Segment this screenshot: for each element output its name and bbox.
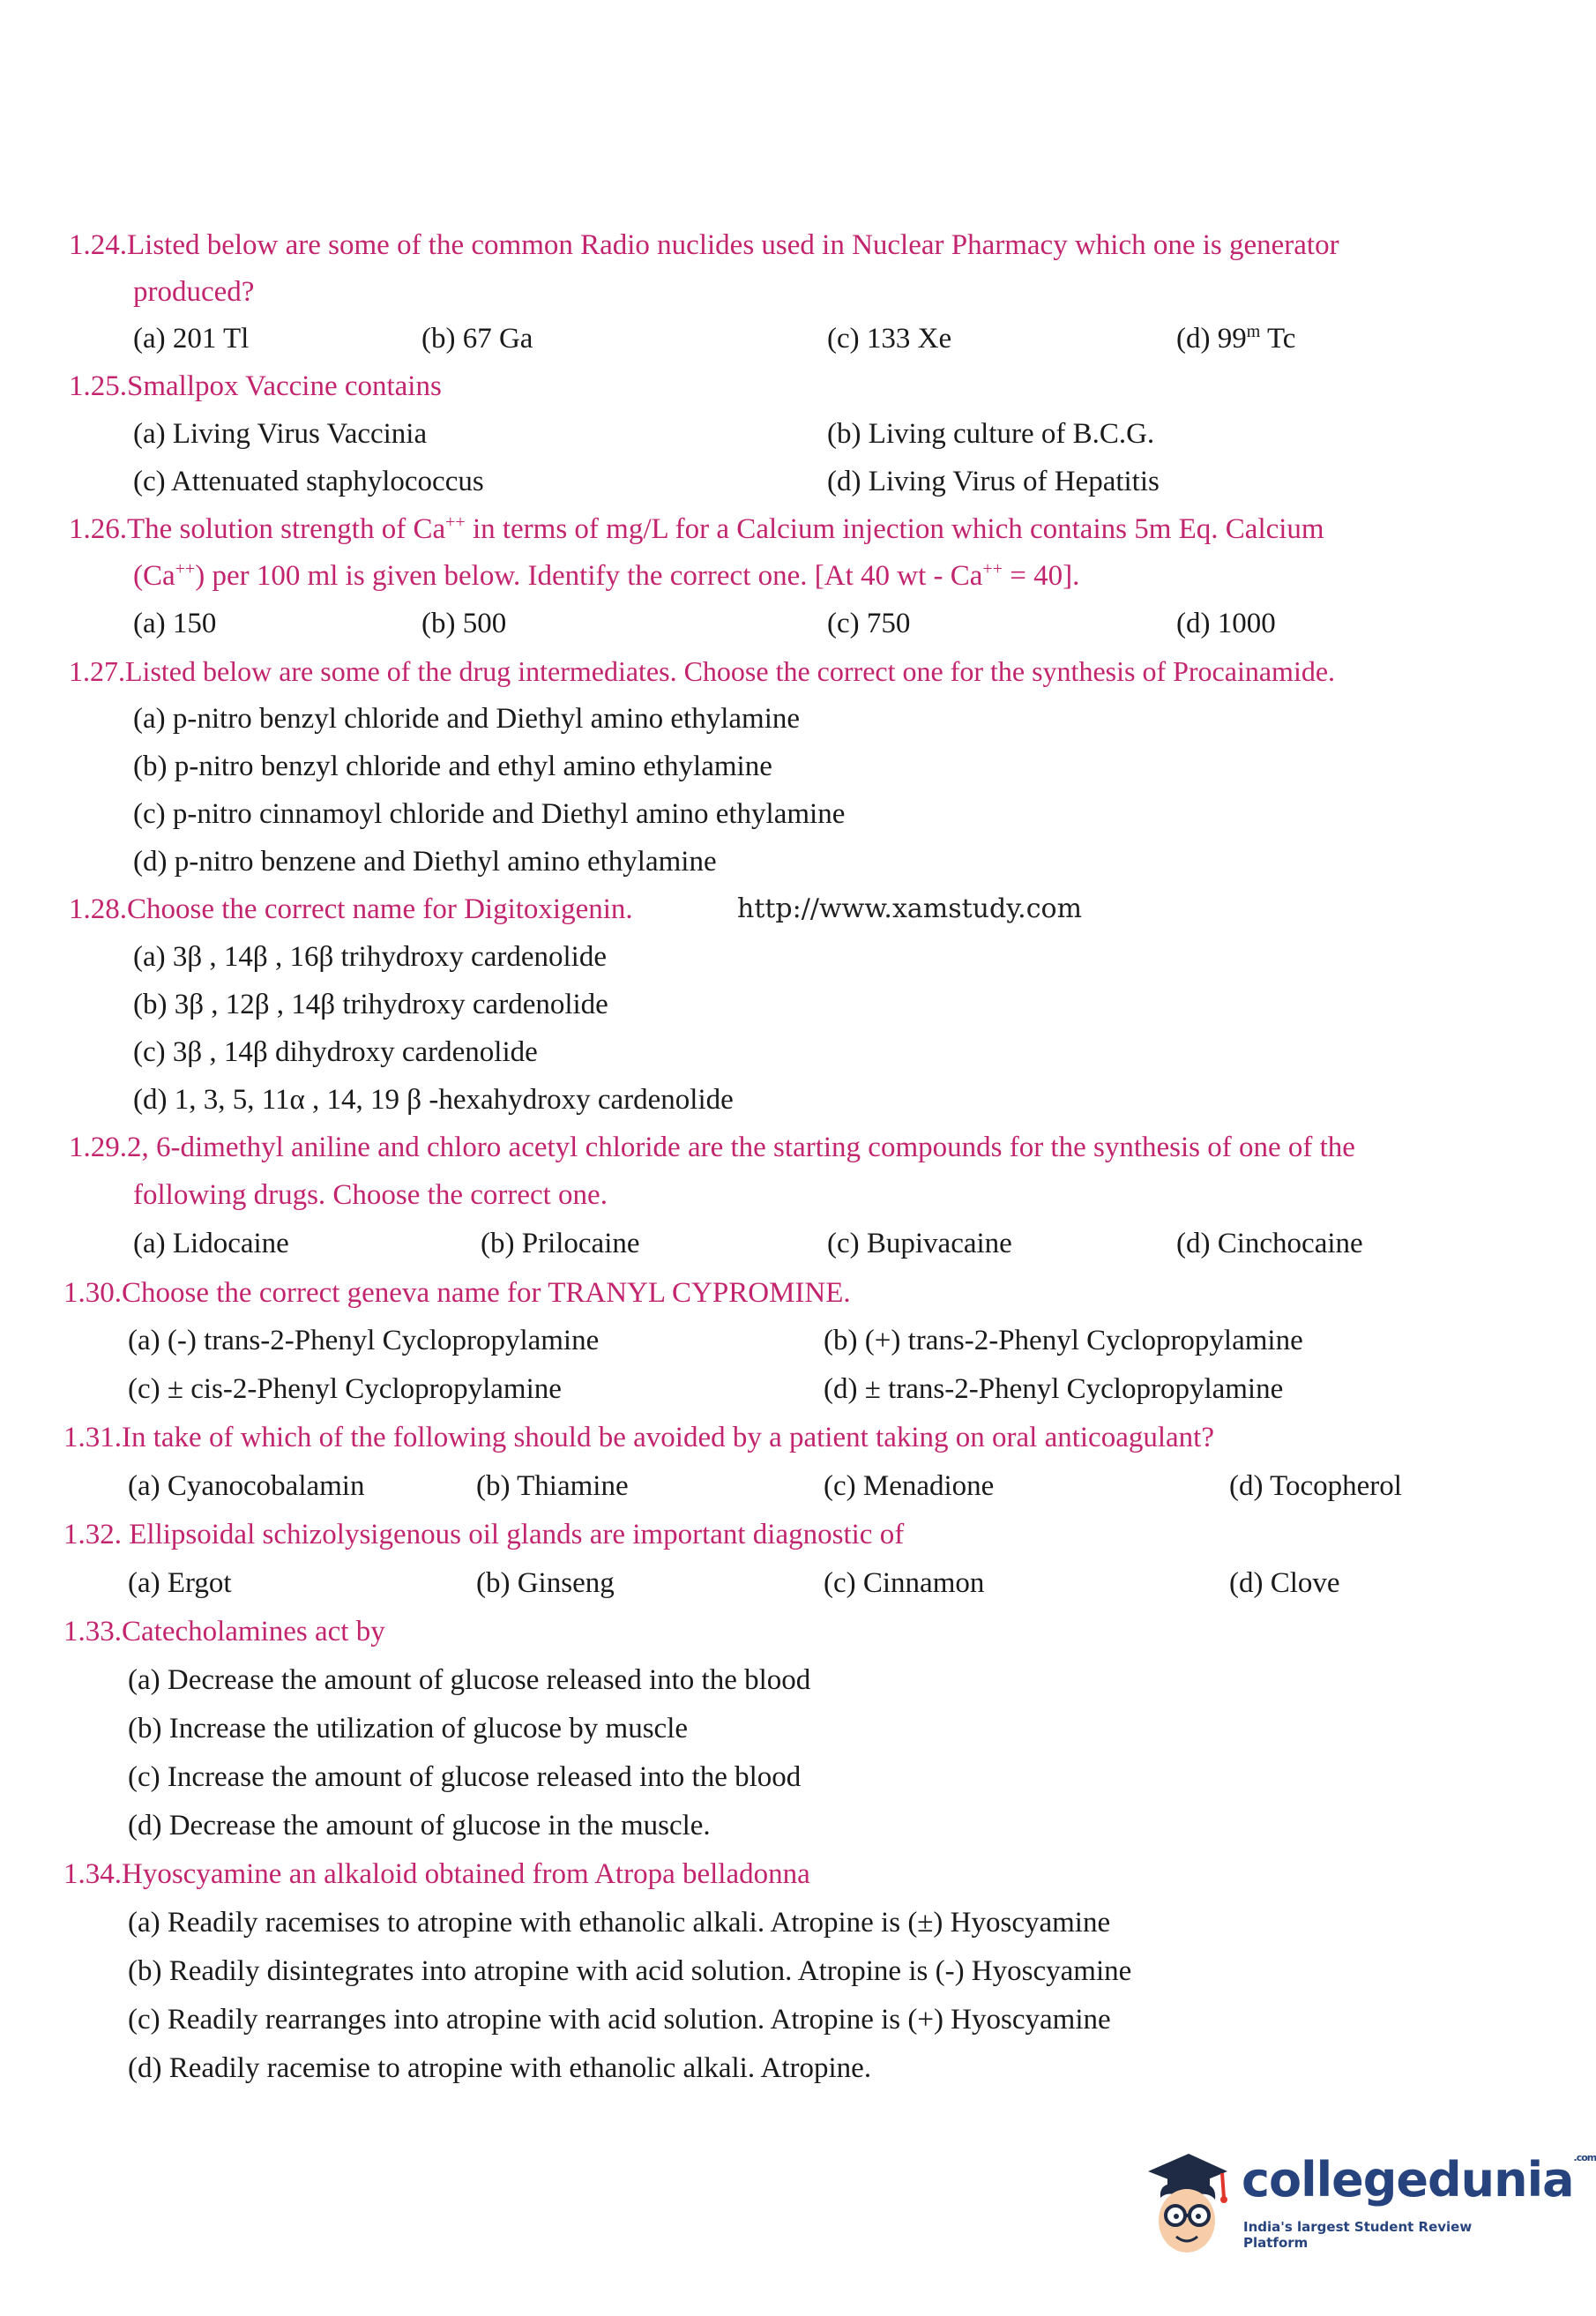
q26-option-b: (b) 500 bbox=[421, 608, 507, 639]
q29-option-d: (d) Cinchocaine bbox=[1176, 1228, 1363, 1259]
q33-option-a: (a) Decrease the amount of glucose released into the blood bbox=[128, 1664, 811, 1696]
q27-option-c: (c) p-nitro cinnamoyl chloride and Diethyl amino ethylamine bbox=[133, 798, 846, 830]
source-url: http://www.xamstudy.com bbox=[737, 893, 1083, 924]
q34-option-b: (b) Readily disintegrates into atropine with acid solution. Atropine is (-) Hyoscyamine bbox=[128, 1955, 1132, 1987]
q34-stem: 1.34.Hyoscyamine an alkaloid obtained from Atropa belladonna bbox=[63, 1858, 810, 1890]
q24-option-d: (d) 99$^m$ Tc bbox=[1176, 322, 1296, 355]
q28-option-d: (d) 1, 3, 5, 11α , 14, 19 β -hexahydroxy cardenolide bbox=[133, 1084, 734, 1116]
q25-stem: 1.25.Smallpox Vaccine contains bbox=[69, 370, 442, 402]
q33-option-c: (c) Increase the amount of glucose released into the blood bbox=[128, 1761, 802, 1793]
q25-option-b: (b) Living culture of B.C.G. bbox=[827, 418, 1155, 450]
q24-option-a: (a) 201 Tl bbox=[133, 323, 250, 355]
q32-option-a: (a) Ergot bbox=[128, 1567, 232, 1599]
q33-option-d: (d) Decrease the amount of glucose in the muscle. bbox=[128, 1810, 711, 1842]
q34-option-d: (d) Readily racemise to atropine with ethanolic alkali. Atropine. bbox=[128, 2052, 872, 2084]
q28-stem: 1.28.Choose the correct name for Digitoxigenin. bbox=[69, 893, 633, 925]
q29-option-a: (a) Lidocaine bbox=[133, 1228, 289, 1259]
q30-stem: 1.30.Choose the correct geneva name for TRANYL CYPROMINE. bbox=[63, 1277, 851, 1309]
q32-stem: 1.32. Ellipsoidal schizolysigenous oil glands are important diagnostic of bbox=[63, 1519, 905, 1550]
q24-option-c: (c) 133 Xe bbox=[827, 323, 952, 355]
q24-stem-line2: produced? bbox=[133, 276, 255, 308]
mascot-icon bbox=[1136, 2145, 1234, 2268]
q27-option-d: (d) p-nitro benzene and Diethyl amino ethylamine bbox=[133, 846, 717, 878]
q27-option-a: (a) p-nitro benzyl chloride and Diethyl amino ethylamine bbox=[133, 703, 801, 735]
q32-option-d: (d) Clove bbox=[1229, 1567, 1340, 1599]
q31-option-d: (d) Tocopherol bbox=[1229, 1470, 1402, 1502]
q26-stem-line1: 1.26.The solution strength of Ca++ in terms of mg/L for a Calcium injection which contains 5m Eq. Calcium bbox=[69, 512, 1324, 545]
q30-option-a: (a) (-) trans-2-Phenyl Cyclopropylamine bbox=[128, 1325, 600, 1356]
q29-stem-line2: following drugs. Choose the correct one. bbox=[133, 1179, 608, 1211]
q27-option-b: (b) p-nitro benzyl chloride and ethyl amino ethylamine bbox=[133, 751, 772, 782]
q32-option-c: (c) Cinnamon bbox=[824, 1567, 985, 1599]
q26-stem-line2: (Ca++) per 100 ml is given below. Identify the correct one. [At 40 wt - Ca++ = 40]. bbox=[133, 559, 1080, 592]
q34-option-a: (a) Readily racemises to atropine with ethanolic alkali. Atropine is (±) Hyoscyamine bbox=[128, 1907, 1111, 1939]
logo-tagline: India's largest Student Review Platform bbox=[1243, 2219, 1473, 2251]
q31-option-b: (b) Thiamine bbox=[476, 1470, 629, 1502]
q29-option-b: (b) Prilocaine bbox=[481, 1228, 640, 1259]
q28-option-c: (c) 3β , 14β dihydroxy cardenolide bbox=[133, 1036, 538, 1068]
q30-option-b: (b) (+) trans-2-Phenyl Cyclopropylamine bbox=[824, 1325, 1303, 1356]
q32-option-b: (b) Ginseng bbox=[476, 1567, 615, 1599]
q24-option-b: (b) 67 Ga bbox=[421, 323, 533, 355]
q28-option-a: (a) 3β , 14β , 16β trihydroxy cardenolide bbox=[133, 941, 607, 973]
q26-option-c: (c) 750 bbox=[827, 608, 911, 639]
collegedunia-logo bbox=[1136, 2145, 1596, 2277]
q29-option-c: (c) Bupivacaine bbox=[827, 1228, 1012, 1259]
q28-option-b: (b) 3β , 12β , 14β trihydroxy cardenolide bbox=[133, 989, 608, 1020]
q31-option-a: (a) Cyanocobalamin bbox=[128, 1470, 365, 1502]
q25-option-a: (a) Living Virus Vaccinia bbox=[133, 418, 428, 450]
logo-wordmark: collegedunia$^{.com}$ bbox=[1242, 2152, 1596, 2208]
q31-option-c: (c) Menadione bbox=[824, 1470, 995, 1502]
q27-stem: 1.27.Listed below are some of the drug intermediates. Choose the correct one for the synthesis of Procainamide. bbox=[69, 655, 1336, 687]
q25-option-c: (c) Attenuated staphylococcus bbox=[133, 466, 484, 497]
q30-option-c: (c) ± cis-2-Phenyl Cyclopropylamine bbox=[128, 1373, 562, 1405]
q29-stem-line1: 1.29.2, 6-dimethyl aniline and chloro acetyl chloride are the starting compounds for the synthesis of one of the bbox=[69, 1132, 1355, 1163]
q25-option-d: (d) Living Virus of Hepatitis bbox=[827, 466, 1160, 497]
q33-option-b: (b) Increase the utilization of glucose by muscle bbox=[128, 1713, 689, 1744]
q34-option-c: (c) Readily rearranges into atropine with acid solution. Atropine is (+) Hyoscyamine bbox=[128, 2004, 1111, 2036]
q24-stem-line1: 1.24.Listed below are some of the common Radio nuclides used in Nuclear Pharmacy which one is generator bbox=[69, 229, 1339, 261]
q33-stem: 1.33.Catecholamines act by bbox=[63, 1616, 385, 1647]
q31-stem: 1.31.In take of which of the following should be avoided by a patient taking on oral anticoagulant? bbox=[63, 1422, 1214, 1453]
q26-option-a: (a) 150 bbox=[133, 608, 217, 639]
q30-option-d: (d) ± trans-2-Phenyl Cyclopropylamine bbox=[824, 1373, 1284, 1405]
q26-option-d: (d) 1000 bbox=[1176, 608, 1276, 639]
